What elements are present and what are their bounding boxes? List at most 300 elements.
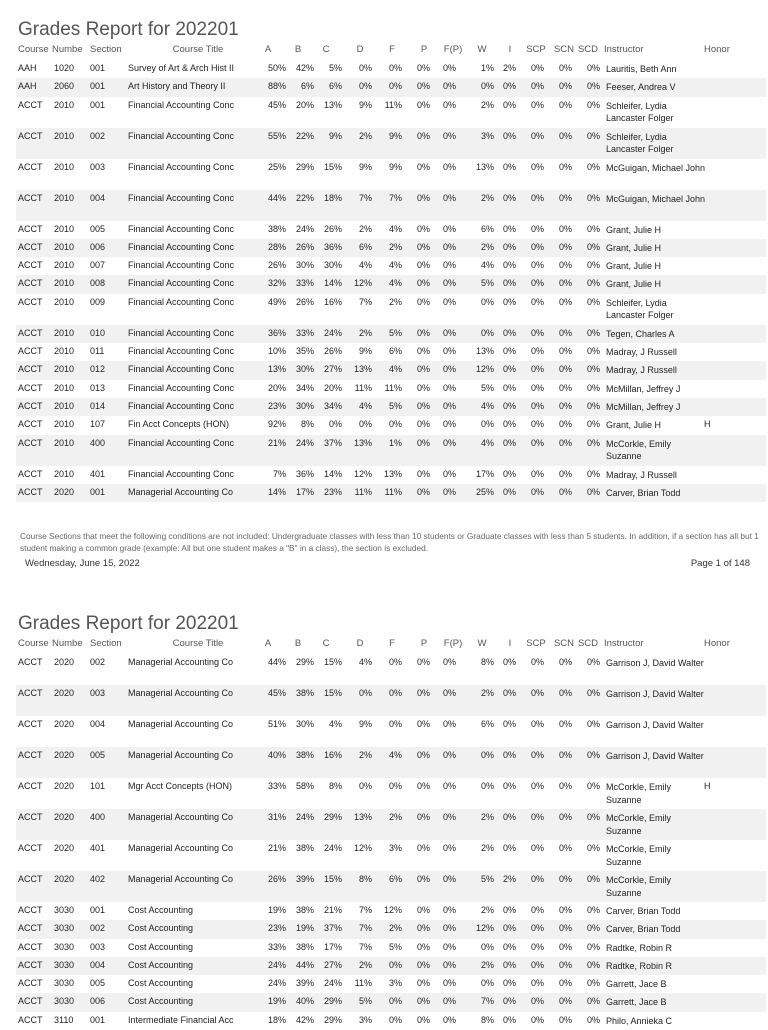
cell-fp: 0% bbox=[442, 688, 456, 698]
cell-title: Managerial Accounting Co bbox=[128, 874, 234, 884]
cell-scn: 0% bbox=[558, 719, 572, 729]
cell-course: ACCT bbox=[18, 468, 43, 479]
cell-section: 006 bbox=[90, 996, 106, 1007]
cell-scd: 0% bbox=[586, 364, 600, 375]
cell-scn: 0% bbox=[558, 657, 572, 667]
cell-scn: 0% bbox=[558, 468, 572, 479]
column-header-honor: Honor bbox=[704, 44, 730, 55]
cell-title: Financial Accounting Conc bbox=[128, 382, 235, 393]
cell-a: 23% bbox=[267, 400, 286, 411]
cell-a: 18% bbox=[267, 1014, 286, 1025]
cell-scd: 0% bbox=[586, 978, 600, 989]
cell-c: 29% bbox=[323, 1014, 342, 1025]
cell-a: 44% bbox=[267, 657, 286, 667]
cell-d: 0% bbox=[358, 781, 372, 791]
cell-f: 5% bbox=[388, 400, 402, 411]
cell-number: 2010 bbox=[54, 400, 75, 411]
cell-i: 0% bbox=[502, 382, 516, 393]
cell-scp: 0% bbox=[530, 161, 544, 172]
cell-f: 12% bbox=[383, 905, 402, 915]
cell-scp: 0% bbox=[530, 486, 544, 497]
cell-course: ACCT bbox=[18, 941, 43, 952]
cell-section: 005 bbox=[90, 978, 106, 989]
cell-scp: 0% bbox=[530, 296, 544, 307]
cell-section: 011 bbox=[90, 346, 105, 357]
cell-b: 24% bbox=[295, 812, 314, 822]
cell-a: 40% bbox=[267, 750, 286, 760]
cell-instructor: Madray, J Russell bbox=[606, 347, 677, 358]
cell-instructor: McCorkle, Emily Suzanne bbox=[606, 875, 672, 898]
column-header-course: Course bbox=[18, 44, 49, 55]
cell-i: 0% bbox=[502, 978, 516, 989]
cell-d: 13% bbox=[353, 812, 372, 822]
cell-p: 0% bbox=[416, 812, 430, 822]
cell-title: Survey of Art & Arch Hist II bbox=[128, 63, 235, 73]
table-row bbox=[16, 221, 766, 239]
cell-scn: 0% bbox=[558, 364, 572, 375]
cell-title: Art History and Theory II bbox=[128, 81, 226, 92]
cell-a: 10% bbox=[267, 346, 286, 357]
table-row bbox=[16, 128, 766, 159]
cell-a: 20% bbox=[267, 382, 286, 393]
cell-scd: 0% bbox=[586, 923, 600, 934]
cell-d: 7% bbox=[358, 296, 372, 307]
cell-w: 17% bbox=[475, 468, 494, 479]
cell-scd: 0% bbox=[586, 278, 600, 289]
cell-section: 001 bbox=[90, 905, 106, 915]
cell-scn: 0% bbox=[558, 959, 572, 970]
cell-p: 0% bbox=[416, 192, 430, 203]
cell-fp: 0% bbox=[442, 419, 456, 430]
cell-a: 26% bbox=[267, 874, 286, 884]
cell-instructor: McGuigan, Michael John bbox=[606, 193, 706, 204]
cell-instructor: Carver, Brian Todd bbox=[606, 924, 681, 935]
cell-a: 21% bbox=[267, 437, 286, 448]
cell-a: 92% bbox=[267, 419, 286, 430]
cell-p: 0% bbox=[416, 241, 430, 252]
cell-course: ACCT bbox=[18, 996, 43, 1007]
cell-w: 3% bbox=[480, 130, 494, 141]
cell-b: 6% bbox=[300, 81, 314, 92]
cell-scn: 0% bbox=[558, 260, 572, 271]
cell-c: 30% bbox=[323, 260, 342, 271]
cell-course: ACCT bbox=[18, 905, 43, 915]
cell-d: 11% bbox=[354, 978, 372, 989]
cell-scd: 0% bbox=[586, 63, 600, 73]
cell-a: 33% bbox=[267, 781, 286, 791]
cell-c: 23% bbox=[323, 486, 342, 497]
cell-instructor: Garrison J, David Walter bbox=[606, 720, 704, 730]
cell-p: 0% bbox=[416, 223, 430, 234]
cell-course: ACCT bbox=[18, 296, 43, 307]
report-page-2 bbox=[0, 600, 768, 1024]
cell-section: 004 bbox=[90, 959, 106, 970]
cell-i: 0% bbox=[502, 843, 516, 853]
cell-title: Financial Accounting Conc bbox=[128, 468, 235, 479]
cell-scd: 0% bbox=[586, 843, 600, 853]
cell-course: ACCT bbox=[18, 260, 43, 271]
cell-f: 4% bbox=[388, 223, 402, 234]
cell-f: 0% bbox=[388, 657, 402, 667]
cell-scn: 0% bbox=[558, 400, 572, 411]
cell-fp: 0% bbox=[442, 468, 456, 479]
cell-fp: 0% bbox=[442, 327, 456, 338]
cell-d: 7% bbox=[358, 941, 372, 952]
cell-w: 2% bbox=[480, 959, 494, 970]
cell-section: 008 bbox=[90, 278, 106, 289]
table-row bbox=[16, 435, 766, 466]
cell-number: 2010 bbox=[54, 364, 75, 375]
cell-p: 0% bbox=[416, 486, 430, 497]
cell-fp: 0% bbox=[442, 978, 456, 989]
cell-p: 0% bbox=[416, 719, 430, 729]
table-row bbox=[16, 871, 766, 902]
cell-scn: 0% bbox=[558, 941, 572, 952]
table-row bbox=[16, 993, 766, 1011]
cell-w: 2% bbox=[480, 812, 494, 822]
cell-f: 0% bbox=[388, 419, 402, 430]
cell-p: 0% bbox=[416, 959, 430, 970]
cell-w: 4% bbox=[480, 260, 494, 271]
cell-course: ACCT bbox=[18, 382, 43, 393]
cell-d: 9% bbox=[358, 719, 372, 729]
cell-instructor: Lauritis, Beth Ann bbox=[606, 64, 677, 74]
cell-section: 107 bbox=[90, 419, 106, 430]
cell-title: Cost Accounting bbox=[128, 996, 194, 1007]
cell-a: 55% bbox=[267, 130, 286, 141]
cell-instructor: Garrison J, David Walter bbox=[606, 751, 704, 761]
cell-scp: 0% bbox=[530, 843, 544, 853]
cell-scp: 0% bbox=[530, 130, 544, 141]
cell-title: Financial Accounting Conc bbox=[128, 437, 235, 448]
cell-scn: 0% bbox=[558, 296, 572, 307]
cell-w: 2% bbox=[480, 192, 494, 203]
cell-p: 0% bbox=[416, 978, 430, 989]
cell-scp: 0% bbox=[530, 63, 544, 73]
column-header-w: W bbox=[477, 638, 487, 649]
cell-b: 42% bbox=[295, 1014, 314, 1025]
cell-course: ACCT bbox=[18, 161, 43, 172]
cell-scn: 0% bbox=[558, 437, 572, 448]
cell-number: 2010 bbox=[54, 260, 75, 271]
cell-f: 0% bbox=[388, 688, 402, 698]
cell-d: 7% bbox=[358, 192, 372, 203]
cell-scd: 0% bbox=[586, 327, 600, 338]
table-row bbox=[16, 257, 766, 275]
cell-a: 24% bbox=[267, 959, 286, 970]
cell-number: 3110 bbox=[54, 1014, 74, 1025]
cell-scn: 0% bbox=[558, 346, 572, 357]
cell-c: 4% bbox=[328, 719, 342, 729]
cell-c: 29% bbox=[323, 996, 342, 1007]
cell-section: 001 bbox=[90, 81, 106, 92]
cell-p: 0% bbox=[416, 161, 430, 172]
cell-scp: 0% bbox=[530, 81, 544, 92]
cell-d: 4% bbox=[358, 657, 372, 667]
cell-a: 23% bbox=[267, 923, 286, 934]
table-row bbox=[16, 60, 766, 78]
cell-scp: 0% bbox=[530, 750, 544, 760]
cell-instructor: McMillan, Jeffrey J bbox=[606, 401, 681, 412]
cell-course: ACCT bbox=[18, 923, 43, 934]
cell-i: 0% bbox=[502, 419, 516, 430]
cell-scp: 0% bbox=[530, 874, 544, 884]
cell-course: ACCT bbox=[18, 419, 43, 430]
table-row bbox=[16, 975, 766, 993]
cell-a: 32% bbox=[267, 278, 286, 289]
cell-i: 0% bbox=[502, 781, 516, 791]
cell-b: 38% bbox=[295, 750, 314, 760]
cell-scd: 0% bbox=[586, 130, 600, 141]
cell-c: 14% bbox=[323, 278, 342, 289]
page-number: Page 1 of 148 bbox=[690, 558, 750, 569]
cell-section: 010 bbox=[90, 327, 106, 338]
cell-title: Cost Accounting bbox=[128, 905, 194, 915]
table-row bbox=[16, 325, 766, 343]
cell-f: 9% bbox=[388, 161, 402, 172]
cell-f: 0% bbox=[388, 959, 402, 970]
column-header-b: B bbox=[294, 44, 302, 55]
cell-scd: 0% bbox=[586, 468, 600, 479]
cell-c: 34% bbox=[323, 400, 342, 411]
cell-i: 0% bbox=[502, 278, 516, 289]
table-row bbox=[16, 78, 766, 96]
cell-fp: 0% bbox=[442, 657, 456, 667]
cell-course: AAH bbox=[18, 63, 37, 73]
cell-fp: 0% bbox=[442, 486, 456, 497]
cell-instructor: Grant, Julie H bbox=[606, 224, 662, 235]
table-row bbox=[16, 484, 766, 502]
cell-course: ACCT bbox=[18, 874, 43, 884]
column-header-c: C bbox=[322, 44, 330, 55]
cell-scp: 0% bbox=[530, 327, 544, 338]
cell-w: 6% bbox=[480, 223, 494, 234]
cell-i: 0% bbox=[502, 486, 516, 497]
table-row bbox=[16, 343, 766, 361]
cell-b: 39% bbox=[295, 978, 314, 989]
cell-c: 29% bbox=[323, 812, 342, 822]
column-header-scn: SCN bbox=[553, 638, 575, 649]
cell-scd: 0% bbox=[586, 996, 600, 1007]
cell-d: 11% bbox=[354, 486, 372, 497]
cell-section: 004 bbox=[90, 719, 106, 729]
cell-i: 0% bbox=[502, 959, 516, 970]
column-header-course: Course bbox=[18, 638, 49, 649]
cell-b: 8% bbox=[300, 419, 314, 430]
cell-scd: 0% bbox=[586, 99, 600, 110]
cell-b: 44% bbox=[295, 959, 314, 970]
cell-instructor: Schleifer, Lydia Lancaster Folger bbox=[606, 100, 674, 124]
cell-fp: 0% bbox=[442, 812, 456, 822]
cell-d: 9% bbox=[358, 346, 372, 357]
cell-scp: 0% bbox=[530, 719, 544, 729]
column-header-a: A bbox=[264, 44, 272, 55]
cell-w: 13% bbox=[475, 161, 494, 172]
cell-section: 101 bbox=[90, 781, 106, 791]
cell-a: 25% bbox=[267, 161, 286, 172]
cell-a: 36% bbox=[267, 327, 286, 338]
cell-a: 51% bbox=[267, 719, 286, 729]
cell-course: ACCT bbox=[18, 130, 43, 141]
cell-d: 12% bbox=[353, 278, 372, 289]
cell-instructor: McMillan, Jeffrey J bbox=[606, 383, 681, 394]
cell-i: 0% bbox=[502, 468, 516, 479]
cell-b: 39% bbox=[295, 874, 314, 884]
cell-f: 9% bbox=[388, 130, 402, 141]
cell-instructor: Tegen, Charles A bbox=[606, 328, 675, 339]
cell-p: 0% bbox=[416, 843, 430, 853]
cell-course: ACCT bbox=[18, 688, 43, 698]
column-header-section: Section bbox=[90, 638, 122, 649]
cell-number: 3030 bbox=[54, 941, 75, 952]
cell-c: 27% bbox=[323, 364, 342, 375]
cell-c: 15% bbox=[323, 688, 342, 698]
cell-p: 0% bbox=[416, 923, 430, 934]
cell-scp: 0% bbox=[530, 468, 544, 479]
column-header-a: A bbox=[264, 638, 272, 649]
cell-fp: 0% bbox=[442, 382, 456, 393]
cell-title: Cost Accounting bbox=[128, 923, 194, 934]
table-row bbox=[16, 902, 766, 920]
cell-scd: 0% bbox=[586, 223, 600, 234]
cell-fp: 0% bbox=[442, 959, 456, 970]
cell-scn: 0% bbox=[558, 419, 572, 430]
cell-scp: 0% bbox=[530, 364, 544, 375]
cell-p: 0% bbox=[416, 1014, 430, 1025]
cell-instructor: Carver, Brian Todd bbox=[606, 906, 681, 916]
cell-section: 005 bbox=[90, 750, 106, 760]
cell-fp: 0% bbox=[442, 781, 456, 791]
cell-number: 2010 bbox=[54, 223, 75, 234]
column-header-scp: SCP bbox=[526, 44, 546, 55]
column-header-i: I bbox=[508, 44, 512, 55]
cell-scn: 0% bbox=[558, 130, 572, 141]
cell-title: Managerial Accounting Co bbox=[128, 486, 234, 497]
table-row bbox=[16, 747, 766, 778]
cell-c: 24% bbox=[323, 327, 342, 338]
report-title: Grades Report for 202201 bbox=[18, 19, 239, 40]
cell-number: 3030 bbox=[54, 978, 75, 989]
cell-fp: 0% bbox=[442, 260, 456, 271]
cell-d: 2% bbox=[358, 327, 372, 338]
cell-d: 13% bbox=[353, 364, 372, 375]
column-header-section: Section bbox=[90, 44, 122, 55]
cell-c: 20% bbox=[323, 382, 342, 393]
cell-fp: 0% bbox=[442, 63, 456, 73]
cell-scd: 0% bbox=[586, 419, 600, 430]
cell-course: ACCT bbox=[18, 192, 43, 203]
cell-scd: 0% bbox=[586, 874, 600, 884]
cell-b: 38% bbox=[295, 905, 314, 915]
cell-w: 2% bbox=[480, 99, 494, 110]
cell-number: 2020 bbox=[54, 719, 75, 729]
cell-scn: 0% bbox=[558, 278, 572, 289]
cell-fp: 0% bbox=[442, 400, 456, 411]
cell-scp: 0% bbox=[530, 400, 544, 411]
column-header-scn: SCN bbox=[553, 44, 575, 55]
cell-instructor: Feeser, Andrea V bbox=[606, 82, 676, 93]
cell-w: 4% bbox=[480, 437, 494, 448]
cell-number: 2020 bbox=[54, 874, 75, 884]
cell-scn: 0% bbox=[558, 99, 572, 110]
cell-d: 3% bbox=[358, 1014, 372, 1025]
cell-w: 0% bbox=[480, 781, 494, 791]
cell-i: 2% bbox=[502, 63, 516, 73]
column-header-numbe: Numbe bbox=[52, 44, 83, 55]
cell-section: 002 bbox=[90, 130, 106, 141]
cell-w: 6% bbox=[480, 719, 494, 729]
cell-title: Financial Accounting Conc bbox=[128, 278, 235, 289]
cell-section: 001 bbox=[90, 63, 106, 73]
cell-section: 004 bbox=[90, 192, 106, 203]
cell-f: 4% bbox=[388, 278, 402, 289]
cell-w: 0% bbox=[480, 941, 494, 952]
cell-c: 15% bbox=[323, 874, 342, 884]
cell-section: 400 bbox=[90, 437, 106, 448]
column-header-instructor: Instructor bbox=[604, 44, 644, 55]
cell-scd: 0% bbox=[586, 959, 600, 970]
column-header-d: D bbox=[356, 44, 364, 55]
cell-scd: 0% bbox=[586, 486, 600, 497]
cell-b: 22% bbox=[295, 192, 314, 203]
cell-i: 0% bbox=[502, 688, 516, 698]
cell-fp: 0% bbox=[442, 241, 456, 252]
cell-course: ACCT bbox=[18, 843, 43, 853]
cell-title: Financial Accounting Conc bbox=[128, 327, 235, 338]
cell-a: 88% bbox=[267, 81, 286, 92]
cell-section: 001 bbox=[90, 1014, 106, 1025]
cell-w: 13% bbox=[475, 346, 494, 357]
cell-scn: 0% bbox=[558, 327, 572, 338]
cell-course: ACCT bbox=[18, 657, 43, 667]
cell-p: 0% bbox=[416, 688, 430, 698]
cell-f: 3% bbox=[388, 978, 402, 989]
table-row bbox=[16, 275, 766, 293]
cell-c: 37% bbox=[323, 923, 342, 934]
cell-section: 012 bbox=[90, 364, 106, 375]
cell-title: Fin Acct Concepts (HON) bbox=[128, 419, 230, 430]
cell-section: 003 bbox=[90, 941, 106, 952]
cell-scp: 0% bbox=[530, 278, 544, 289]
cell-number: 2010 bbox=[54, 327, 75, 338]
cell-scn: 0% bbox=[558, 996, 572, 1007]
cell-number: 3030 bbox=[54, 905, 75, 915]
column-header-i: I bbox=[508, 638, 512, 649]
cell-title: Financial Accounting Conc bbox=[128, 130, 235, 141]
cell-a: 50% bbox=[267, 63, 286, 73]
cell-w: 2% bbox=[480, 905, 494, 915]
cell-scd: 0% bbox=[586, 941, 600, 952]
cell-scn: 0% bbox=[558, 1014, 572, 1025]
cell-p: 0% bbox=[416, 99, 430, 110]
cell-c: 13% bbox=[323, 99, 342, 110]
cell-number: 2010 bbox=[54, 130, 75, 141]
cell-scd: 0% bbox=[586, 260, 600, 271]
cell-i: 0% bbox=[502, 130, 516, 141]
cell-scn: 0% bbox=[558, 161, 572, 172]
cell-f: 6% bbox=[388, 346, 402, 357]
cell-scn: 0% bbox=[558, 486, 572, 497]
table-row bbox=[16, 809, 766, 840]
cell-c: 5% bbox=[328, 63, 342, 73]
cell-b: 30% bbox=[295, 364, 314, 375]
cell-f: 4% bbox=[388, 750, 402, 760]
cell-d: 13% bbox=[353, 437, 372, 448]
cell-number: 1020 bbox=[54, 63, 75, 73]
cell-scp: 0% bbox=[530, 978, 544, 989]
cell-d: 2% bbox=[358, 223, 372, 234]
cell-number: 3030 bbox=[54, 923, 75, 934]
